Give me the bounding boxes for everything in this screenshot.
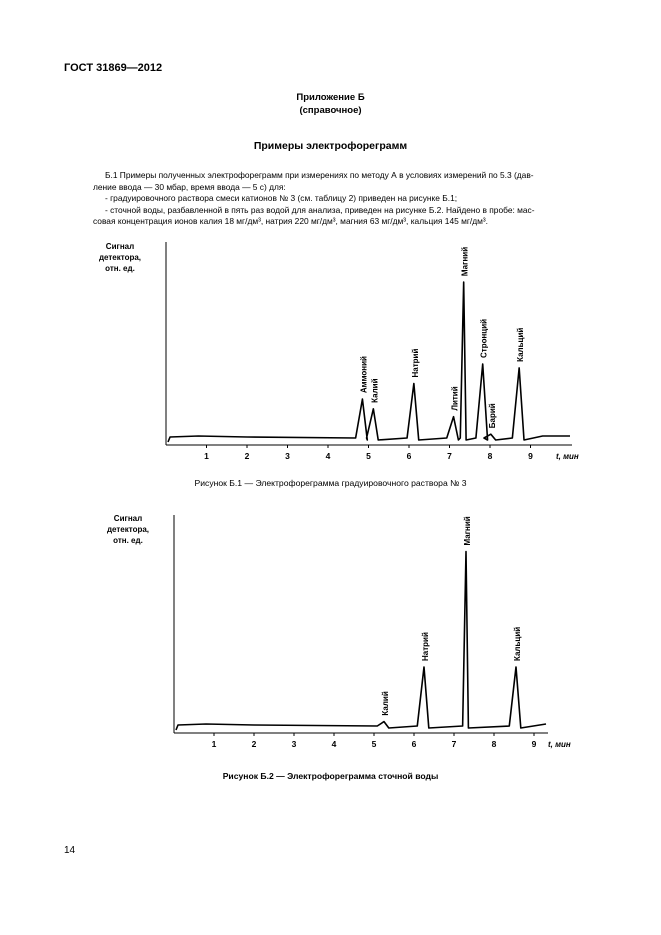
x-tick-label: 5 xyxy=(366,451,371,461)
peak-label: Магний xyxy=(463,516,472,546)
document-header: ГОСТ 31869—2012 xyxy=(64,62,163,74)
x-axis-label: t, мин xyxy=(548,740,571,749)
x-tick-label: 3 xyxy=(291,739,297,749)
paragraph-3-line-1: - сточной воды, разбавленной в пять раз водой для анализа, приведен на рисунке Б.2. Найдено в пробе: мас- xyxy=(105,204,535,215)
y-axis-label-line: отн. ед. xyxy=(105,264,135,273)
peak-label: Кальций xyxy=(513,626,522,661)
x-tick-label: 4 xyxy=(331,739,337,749)
x-tick-label: 7 xyxy=(451,739,457,749)
paragraph-1-line-2: ление ввода — 30 мбар, время ввода — 5 с) для: xyxy=(93,181,286,192)
chart-b2 xyxy=(107,514,571,749)
peak-label: Литий xyxy=(450,386,460,411)
signal-trace xyxy=(168,282,570,442)
x-tick-label: 7 xyxy=(447,451,452,461)
peak-label: Аммоний xyxy=(359,356,369,394)
peak-label: Натрий xyxy=(410,348,420,378)
y-axis-label-line: детектора, xyxy=(98,253,142,262)
x-tick-label: 8 xyxy=(491,739,497,749)
appendix-note: (справочное) xyxy=(299,105,362,116)
x-tick-label: 8 xyxy=(487,451,493,461)
figure-b2-caption: Рисунок Б.2 — Электрофореграмма сточной воды xyxy=(222,771,439,781)
peak-label: Стронций xyxy=(479,318,489,358)
page-number: 14 xyxy=(64,845,76,856)
x-tick-label: 6 xyxy=(411,739,417,749)
peak-label: Калий xyxy=(370,378,380,403)
figure-b1-caption: Рисунок Б.1 — Электрофореграмма градуировочного раствора № 3 xyxy=(194,478,467,488)
x-tick-label: 4 xyxy=(325,451,331,461)
x-tick-label: 9 xyxy=(528,451,533,461)
x-tick-label: 6 xyxy=(406,451,412,461)
paragraph-1-line-1: Б.1 Примеры полученных электрофореграмм при измерениях по методу А в условиях измерений по 5.3 (дав- xyxy=(105,170,534,180)
x-tick-label: 2 xyxy=(244,451,250,461)
x-tick-label: 5 xyxy=(371,739,377,749)
y-axis-label-line: Сигнал xyxy=(113,514,143,523)
y-axis-label-line: отн. ед. xyxy=(113,536,143,545)
peak-label: Натрий xyxy=(421,632,430,661)
section-title: Примеры электрофореграмм xyxy=(253,140,408,152)
y-axis-label-line: детектора, xyxy=(106,525,150,534)
peak-label: Калий xyxy=(381,691,390,716)
chart-b1 xyxy=(99,242,579,461)
paragraph-2: - градуировочного раствора смеси катионов № 3 (см. таблицу 2) приведен на рисунке Б.1; xyxy=(105,193,458,204)
x-axis-label: t, мин xyxy=(556,452,579,461)
x-tick-label: 2 xyxy=(251,739,257,749)
peak-label: Магний xyxy=(460,246,470,277)
y-axis-label-line: Сигнал xyxy=(105,242,135,251)
x-tick-label: 9 xyxy=(531,739,537,749)
x-tick-label: 1 xyxy=(211,739,217,749)
appendix-title: Приложение Б xyxy=(296,92,365,103)
x-tick-label: 1 xyxy=(204,451,209,461)
signal-trace xyxy=(176,552,546,731)
peak-label: Кальций xyxy=(516,327,526,362)
x-tick-label: 3 xyxy=(285,451,290,461)
paragraph-3-line-2: совая концентрация ионов калия 18 мг/дм³, натрия 220 мг/дм³, магния 63 мг/дм³, кальция 145 мг/дм³. xyxy=(93,216,488,227)
peak-label: Барий xyxy=(487,403,497,429)
